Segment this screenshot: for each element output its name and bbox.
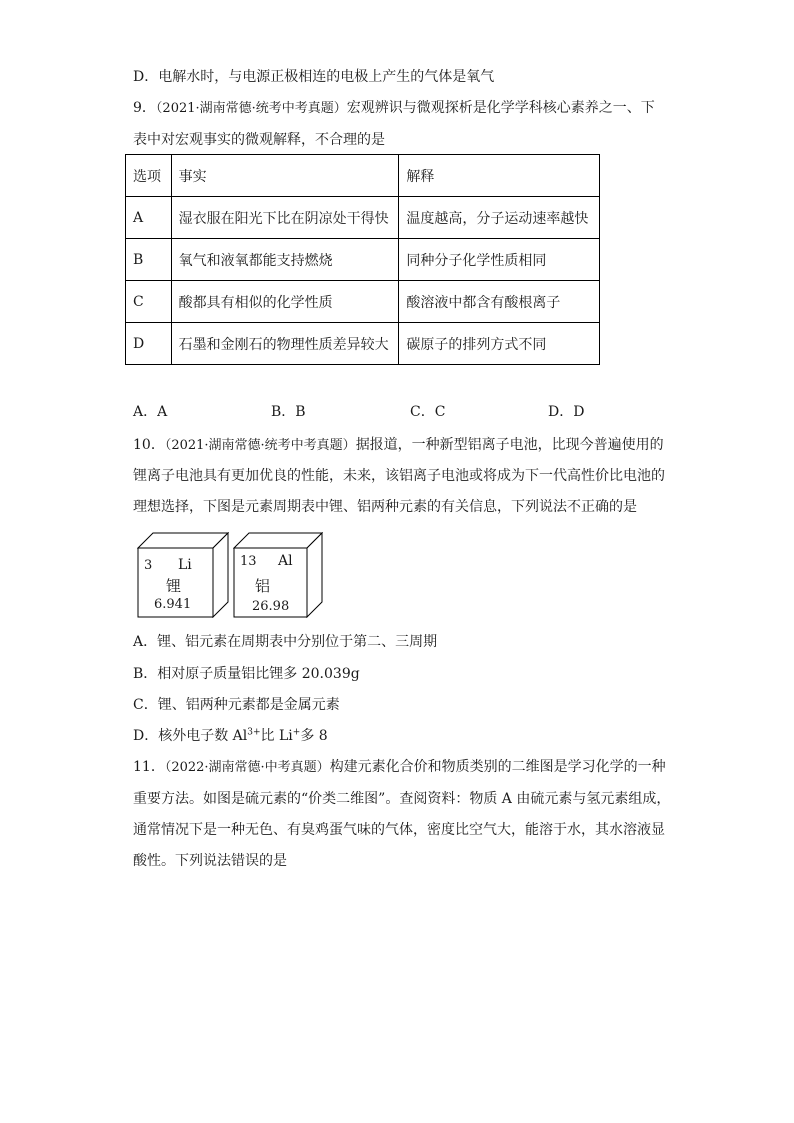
q11-stem-text: 构建元素化合价和物质类别的二维图是学习化学的一种 bbox=[329, 759, 666, 775]
table-cell: 同种分子化学性质相同 bbox=[399, 239, 600, 281]
table-cell: 碳原子的排列方式不同 bbox=[399, 323, 600, 365]
q10-option-b[interactable]: B．相对原子质量铝比锂多 20.039g bbox=[133, 666, 360, 682]
table-row bbox=[126, 281, 600, 323]
option-d-text-mid: 比 Li bbox=[260, 728, 293, 744]
charge-superscript: 3+ bbox=[247, 727, 261, 738]
table-header-cell: 解释 bbox=[399, 155, 600, 197]
q9-table bbox=[125, 154, 600, 365]
q10-source: （2021·湖南常德·统考中考真题） bbox=[164, 438, 356, 453]
q9-stem-line2: 表中对宏观事实的微观解释，不合理的是 bbox=[133, 132, 385, 148]
table-row bbox=[126, 323, 600, 365]
table-row bbox=[126, 239, 600, 281]
table-header-cell: 事实 bbox=[171, 155, 399, 197]
q9-source: （2021·湖南常德·统考中考真题） bbox=[155, 101, 347, 116]
q11-source: （2022·湖南常德·中考真题） bbox=[164, 760, 330, 775]
q9-option-a[interactable]: A．A bbox=[133, 404, 168, 420]
table-cell: C bbox=[126, 281, 172, 323]
element-symbol: Al bbox=[278, 553, 293, 569]
table-cell: 酸都具有相似的化学性质 bbox=[171, 281, 399, 323]
element-symbol: Li bbox=[178, 557, 192, 573]
table-header-row bbox=[126, 155, 600, 197]
q11-stem-line3: 通常情况下是一种无色、有臭鸡蛋气味的气体，密度比空气大，能溶于水，其水溶液显 bbox=[133, 822, 665, 838]
q10-stem-line3: 理想选择，下图是元素周期表中锂、铝两种元素的有关信息，下列说法不正确的是 bbox=[133, 499, 637, 515]
table-cell: B bbox=[126, 239, 172, 281]
table-cell: 石墨和金刚石的物理性质差异较大 bbox=[171, 323, 399, 365]
element-cell-aluminum bbox=[233, 532, 323, 618]
q10-stem-text: 据报道，一种新型铝离子电池，比现今普遍使用的 bbox=[355, 437, 664, 453]
table-cell: D bbox=[126, 323, 172, 365]
q10-stem-line1 bbox=[133, 435, 664, 456]
element-name: 锂 bbox=[166, 577, 182, 595]
q10-option-d[interactable] bbox=[133, 726, 328, 746]
atomic-mass: 6.941 bbox=[154, 597, 192, 612]
charge-superscript: + bbox=[292, 727, 301, 738]
atomic-number: 3 bbox=[144, 558, 153, 573]
atomic-mass: 26.98 bbox=[252, 599, 290, 614]
q10-stem-line2: 锂离子电池具有更加优良的性能，未来，该铝离子电池或将成为下一代高性价比电池的 bbox=[133, 468, 665, 484]
table-cell: 酸溶液中都含有酸根离子 bbox=[399, 281, 600, 323]
q9-option-c[interactable]: C．C bbox=[410, 404, 446, 420]
q10-option-a[interactable]: A．锂、铝元素在周期表中分别位于第二、三周期 bbox=[133, 634, 438, 650]
q9-number: 9． bbox=[133, 100, 156, 116]
q10-option-c[interactable]: C．锂、铝两种元素都是金属元素 bbox=[133, 697, 340, 713]
q10-number: 10． bbox=[133, 437, 165, 453]
table-header-cell: 选项 bbox=[126, 155, 172, 197]
table-cell: 温度越高，分子运动速率越快 bbox=[399, 197, 600, 239]
element-cell-lithium bbox=[137, 532, 229, 618]
table-cell: 氧气和液氧都能支持燃烧 bbox=[171, 239, 399, 281]
q11-stem-line2: 重要方法。如图是硫元素的“价类二维图”。查阅资料：物质 A 由硫元素与氢元素组成， bbox=[133, 791, 671, 807]
q9-option-b[interactable]: B．B bbox=[271, 404, 306, 420]
table-cell: A bbox=[126, 197, 172, 239]
q9-stem-line1 bbox=[133, 98, 655, 119]
option-d-text-pre: D．核外电子数 Al bbox=[133, 728, 248, 744]
table-row bbox=[126, 197, 600, 239]
q11-number: 11． bbox=[133, 759, 165, 775]
q11-stem-line4: 酸性。下列说法错误的是 bbox=[133, 853, 287, 869]
element-name: 铝 bbox=[255, 577, 271, 595]
q9-stem-text: 宏观辨识与微观探析是化学学科核心素养之一、下 bbox=[346, 100, 655, 116]
atomic-number: 13 bbox=[240, 554, 257, 569]
q11-stem-line1 bbox=[133, 757, 666, 778]
table-cell: 湿衣服在阳光下比在阴凉处干得快 bbox=[171, 197, 399, 239]
q9-option-d[interactable]: D．D bbox=[548, 404, 585, 420]
q8-option-d: D．电解水时，与电源正极相连的电极上产生的气体是氧气 bbox=[133, 69, 495, 85]
option-d-text-post: 多 8 bbox=[300, 728, 328, 744]
